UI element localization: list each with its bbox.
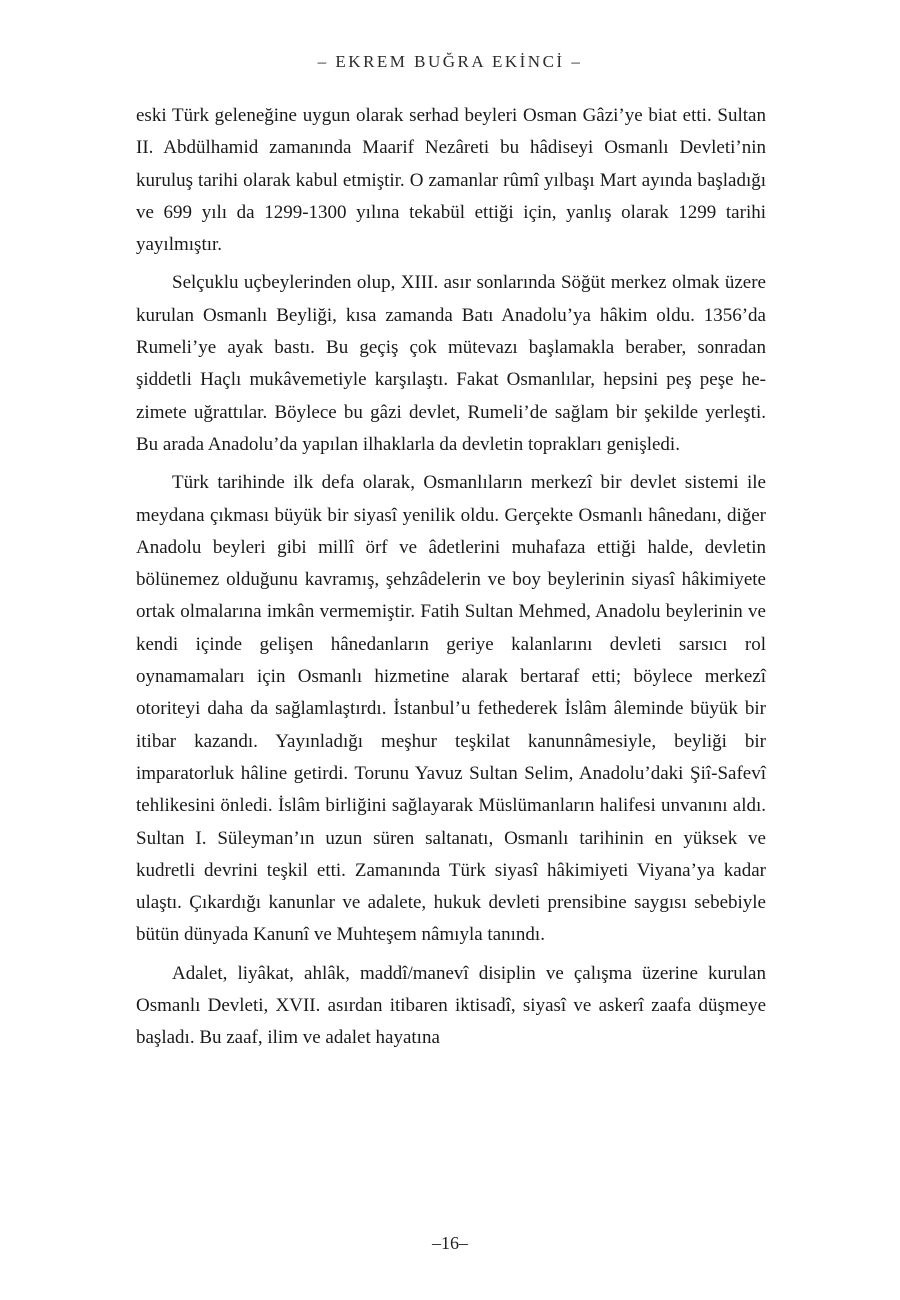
running-head: – EKREM BUĞRA EKİNCİ – xyxy=(317,52,583,71)
page-number: –16– xyxy=(432,1233,468,1253)
paragraph: eski Türk geleneğine uygun olarak serhad beyleri Osman Gâzi’ye biat etti. Sultan II. Abdülhamid zamanında Maarif Nezâreti bu hâdiseyi Osmanlı Devleti’nin kuruluş tarihi olarak kabul etmiştir. O zamanlar rûmî yılbaşı Mart ayında başladığı ve 699 yılı da 1299-1300 yılına tekabül ettiği için, yanlış olarak 1299 tarihi yayılmıştır. xyxy=(136,105,766,256)
paragraph: Selçuklu uçbeylerinden olup, XIII. asır sonlarında Söğüt merkez olmak üzere kurulan Osmanlı Beyliği, kısa zamanda Batı Anadolu’ya hâkim oldu. 1356’da Rumeli’ye ayak bastı. Bu geçiş çok mütevazı başlamakla beraber, sonradan şiddetli Haçlı mukâvemetiyle karşılaştı. Fakat Osmanlılar, hepsini peş peşe hezimete uğrattılar. Böylece bu gâzi devlet, Rumeli’de sağlam bir şekilde yerleşti. Bu arada Anadolu’da yapılan ilhaklarla da devletin toprakları genişledi. xyxy=(136,272,766,455)
body-text xyxy=(136,100,766,1061)
paragraph: Adalet, liyâkat, ahlâk, maddî/manevî disiplin ve çalışma üzerine kurulan Osmanlı Devleti, XVII. asırdan itibaren iktisadî, siyasî ve askerî zaafa düşmeye başladı. Bu zaaf, ilim ve adalet hayatına xyxy=(136,962,766,1049)
paragraph: Türk tarihinde ilk defa olarak, Osmanlıların merkezî bir devlet sistemi ile meydana çıkması büyük bir siyasî yenilik oldu. Gerçekte Osmanlı hânedanı, diğer Anadolu beyleri gibi millî örf ve âdetlerini muhafaza ettiği halde, devletin bölünemez olduğunu kavramış, şehzâdelerin ve boy beylerinin siyasî hâkimiyete ortak olmalarına imkân vermemiştir. Fatih Sultan Mehmed, Anadolu beylerinin ve kendi içinde gelişen hânedanların geriye kalanlarını devleti sarsıcı rol oynamamaları için Osmanlı hizmetine alarak bertaraf etti; böylece merkezî otoriteyi daha da sağlamlaştırdı. İstanbul’u fethederek İslâm âleminde büyük bir itibar kazandı. Yayınladığı meşhur teşkilat kanunnâmesiyle, beyliği bir imparatorluk hâline getirdi. Torunu Yavuz Sultan Selim, Anadolu’daki Şiî-Safevî tehlikesini önledi. İslâm birliğini sağlayarak Müslümanların halifesi unvanını aldı. Sultan I. Süleyman’ın uzun süren saltanatı, Osmanlı tarihinin en yüksek ve kudretli devrini teşkil etti. Zamanında Türk siyasî hâkimiyeti Viyana’ya kadar ulaştı. Çıkardığı kanunlar ve adalete, hukuk devleti prensibine saygısı sebebiyle bütün dünyada Kanunî ve Muhteşem nâmıyla tanındı. xyxy=(136,472,766,946)
